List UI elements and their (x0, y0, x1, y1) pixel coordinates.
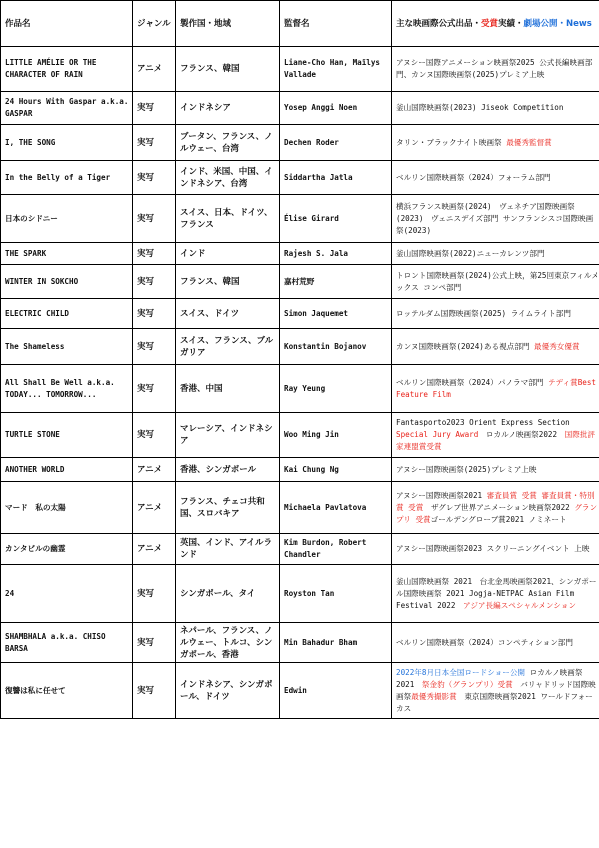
film-genre: アニメ (137, 544, 163, 554)
award-text: アジア長編スペシャルメンション (463, 600, 576, 610)
festival-notes-cell (392, 299, 599, 329)
film-title-cell (1, 534, 133, 565)
festival-notes-cell (392, 329, 599, 365)
film-genre: 実写 (137, 248, 155, 259)
film-country: インド (180, 248, 206, 259)
festival-text: 釜山国際映画祭(2023) Jiseok Competition (396, 103, 564, 112)
film-director: Kai Chung Ng (284, 464, 339, 474)
film-genre-cell (133, 413, 176, 458)
film-director-cell (280, 265, 392, 299)
film-genre: 実写 (137, 103, 155, 113)
film-country: インドネシア、シンガポール、ドイツ (180, 679, 273, 702)
film-title: I, THE SONG (5, 137, 56, 147)
film-director: Yosep Anggi Noen (284, 103, 358, 112)
film-country: インドネシア (180, 103, 231, 113)
header-director: 監督名 (280, 1, 392, 47)
film-genre-cell (133, 534, 176, 565)
film-country: スイス、フランス、ブルガリア (180, 335, 274, 358)
festival-notes (396, 137, 599, 149)
table-row (1, 565, 599, 623)
film-director-cell (280, 161, 392, 195)
festival-text: 横浜フランス映画祭(2024) ヴェネチア国際映画祭(2023) ヴェニスデイズ部門 サンフランシスコ国際映画祭(2023) (396, 201, 594, 235)
film-genre: 実写 (137, 383, 155, 394)
festival-notes-cell (392, 195, 599, 243)
festival-notes (396, 490, 599, 526)
film-country: ブータン、フランス、ノルウェー、台湾 (180, 131, 273, 154)
festival-text: ロカルノ映画祭2021 (396, 667, 583, 689)
festival-notes (396, 667, 599, 715)
film-genre: 実写 (137, 341, 155, 352)
table-row (1, 265, 599, 299)
film-genre: 実写 (137, 637, 155, 648)
table-row (1, 125, 599, 161)
film-genre-cell (133, 329, 176, 365)
film-title: 復讐は私に任せて (5, 685, 66, 695)
table-row (1, 623, 599, 663)
film-title: ELECTRIC CHILD (5, 308, 70, 318)
festival-text: カンヌ国際映画祭(2024)ある視点部門 (396, 341, 535, 351)
festival-notes-cell (392, 413, 599, 458)
film-director-cell (280, 365, 392, 413)
festival-notes-cell (392, 663, 599, 719)
film-title: カンタビルの幽霊 (5, 544, 66, 553)
film-director-cell (280, 534, 392, 565)
festival-text: ロッテルダム国際映画祭(2025) ライムライト部門 (396, 308, 571, 318)
film-title-cell (1, 92, 133, 125)
film-director: Kim Burdon, Robert Chandler (284, 538, 367, 559)
festival-text: バリャドリッド国際映画祭 (396, 679, 596, 701)
festival-text: タリン・ブラックナイト映画祭 (396, 137, 507, 147)
table-header-row (1, 1, 599, 47)
festival-text: ベルリン国際映画祭（2024）フォーラム部門 (396, 172, 551, 182)
header-notes (392, 1, 599, 47)
film-title: The Shameless (5, 341, 65, 351)
film-genre-cell (133, 195, 176, 243)
festival-notes (396, 377, 599, 401)
festival-text: Fantasporto2023 Orient Express Section (396, 418, 570, 427)
award-text: 祭金豹（グランプリ）受賞 (421, 679, 513, 689)
festival-notes (396, 417, 599, 453)
table-row (1, 47, 599, 92)
film-country-cell (176, 365, 280, 413)
festival-notes (396, 637, 599, 649)
film-country-cell (176, 413, 280, 458)
film-genre-cell (133, 243, 176, 265)
film-country-cell (176, 299, 280, 329)
film-genre: 実写 (137, 308, 155, 319)
festival-text: 釜山国際映画祭(2022)ニューカレンツ部門 (396, 248, 545, 258)
film-director: Michaela Pavlatova (284, 502, 367, 512)
festival-notes-cell (392, 458, 599, 482)
film-genre: 実写 (137, 213, 155, 224)
film-title: THE SPARK (5, 248, 47, 258)
film-director-cell (280, 47, 392, 92)
award-text: 最優秀女優賞 (534, 341, 580, 351)
festival-notes-cell (392, 125, 599, 161)
film-director: Woo Ming Jin (284, 430, 339, 439)
table-row (1, 365, 599, 413)
film-title-cell (1, 47, 133, 92)
film-title: ANOTHER WORLD (5, 464, 65, 474)
table-row (1, 92, 599, 125)
film-country-cell (176, 329, 280, 365)
film-genre: 実写 (137, 276, 155, 287)
festival-text: 東京国際映画祭2021 ワールドフォーカス (396, 691, 593, 713)
header-title: 作品名 (1, 1, 133, 47)
table-row (1, 663, 599, 719)
header-notes-segment: 受賞 (481, 18, 499, 29)
film-genre-cell (133, 299, 176, 329)
film-country-cell (176, 565, 280, 623)
film-title-cell (1, 125, 133, 161)
film-country: 香港、シンガポール (180, 464, 257, 475)
festival-notes (396, 201, 599, 237)
film-genre-cell (133, 663, 176, 719)
festival-notes-cell (392, 243, 599, 265)
film-director-cell (280, 623, 392, 663)
film-country: フランス、韓国 (180, 276, 240, 287)
film-country: 英国、インド、アイルランド (180, 538, 272, 560)
award-text: テディ賞Best Feature Film (396, 377, 597, 399)
film-title-cell (1, 265, 133, 299)
film-country: フランス、チェコ共和国、スロバキア (180, 496, 265, 519)
film-director: 嘉村荒野 (284, 276, 315, 286)
film-director-cell (280, 329, 392, 365)
film-title-cell (1, 623, 133, 663)
film-country-cell (176, 265, 280, 299)
film-country-cell (176, 125, 280, 161)
film-genre-cell (133, 458, 176, 482)
film-director: Edwin (284, 685, 307, 695)
film-genre-cell (133, 623, 176, 663)
film-title-cell (1, 195, 133, 243)
award-text: グランプリ 受賞 (396, 502, 598, 524)
festival-text: ベルリン国際映画祭（2024）パノラマ部門 (396, 377, 548, 387)
header-notes-text (396, 18, 599, 30)
film-genre: 実写 (137, 172, 155, 183)
table-row (1, 482, 599, 534)
film-country-cell (176, 92, 280, 125)
festival-notes (396, 308, 599, 320)
film-genre: 実写 (137, 137, 155, 148)
film-country-cell (176, 623, 280, 663)
film-country: マレーシア、インドネシア (180, 424, 273, 446)
festival-text: アヌシー国際映画祭2021 (396, 490, 487, 500)
film-title: SHAMBHALA a.k.a. CHISO BARSA (5, 631, 106, 653)
film-director: Siddartha Jatla (284, 172, 353, 182)
festival-notes-cell (392, 534, 599, 565)
table-row (1, 161, 599, 195)
table-row (1, 329, 599, 365)
film-genre: アニメ (137, 464, 163, 475)
film-director: Ray Yeung (284, 383, 326, 393)
header-genre: ジャンル (133, 1, 176, 47)
film-title: In the Belly of a Tiger (5, 172, 111, 182)
festival-notes-cell (392, 365, 599, 413)
festival-notes (396, 248, 599, 260)
festival-notes (396, 341, 599, 353)
film-director: Simon Jaquemet (284, 308, 349, 318)
film-director-cell (280, 482, 392, 534)
festival-text: 釜山国際映画祭 2021 台北金馬映画祭2021、シンガポール国際映画祭 2021 Jogja-NETPAC Asian Film Festival 2022 (396, 576, 597, 610)
film-title: All Shall Be Well a.k.a. TODAY... TOMORROW... (5, 377, 115, 399)
film-genre: アニメ (137, 64, 163, 74)
header-country: 製作国・地域 (176, 1, 280, 47)
film-title-cell (1, 243, 133, 265)
award-text: 国際批評家連盟賞受賞 (396, 430, 595, 451)
film-title-cell (1, 565, 133, 623)
film-title: マード 私の太陽 (5, 502, 66, 512)
festival-notes-cell (392, 623, 599, 663)
award-text: Special Jury Award (396, 430, 479, 439)
film-genre: 実写 (137, 685, 155, 696)
film-director-cell (280, 663, 392, 719)
film-country-cell (176, 482, 280, 534)
festival-text: ザグレブ世界アニメーション映画祭2022 (423, 502, 575, 512)
film-title-cell (1, 413, 133, 458)
film-director: Liane-Cho Han, Maïlys Vallade (284, 58, 381, 79)
table-row (1, 534, 599, 565)
film-director-cell (280, 458, 392, 482)
award-text: 審査員賞 受賞 審査員賞・特別賞 受賞 (396, 490, 595, 512)
film-title: 24 (5, 588, 15, 598)
film-director-cell (280, 243, 392, 265)
film-country-cell (176, 195, 280, 243)
release-news-text: 2022年8月日本全国ロードショー公開 (396, 667, 526, 677)
film-genre-cell (133, 161, 176, 195)
film-title-cell (1, 365, 133, 413)
film-director: Royston Tan (284, 588, 335, 598)
festival-notes (396, 172, 599, 184)
film-director: Min Bahadur Bham (284, 637, 358, 647)
film-genre-cell (133, 47, 176, 92)
festival-text: トロント国際映画祭(2024)公式上映，第25回東京フィルメックス コンペ部門 (396, 270, 599, 292)
table-row (1, 195, 599, 243)
film-genre: アニメ (137, 502, 163, 513)
festival-notes-cell (392, 265, 599, 299)
festival-notes-cell (392, 92, 599, 125)
table-row (1, 243, 599, 265)
film-director-cell (280, 413, 392, 458)
film-country: シンガポール、タイ (180, 588, 256, 599)
film-country: ネパール、フランス、ノルウェー、トルコ、シンガポール、香港 (180, 625, 273, 660)
festival-notes-cell (392, 161, 599, 195)
film-director: Rajesh S. Jala (284, 248, 349, 258)
header-notes-segment: 劇場公開・News (523, 18, 592, 29)
film-genre-cell (133, 365, 176, 413)
film-title: 24 Hours With Gaspar a.k.a. GASPAR (5, 97, 129, 118)
festival-text: アヌシー国際映画祭(2025)プレミア上映 (396, 464, 537, 474)
film-title: LITTLE AMÉLIE OR THE CHARACTER OF RAIN (5, 58, 97, 79)
film-director-cell (280, 565, 392, 623)
festival-text: アヌシー国際アニメーション映画祭2025 公式長編映画部門、カンヌ国際映画祭(2025)プレミア上映 (396, 58, 593, 79)
table-row (1, 458, 599, 482)
film-director: Konstantin Bojanov (284, 341, 367, 351)
film-title: WINTER IN SOKCHO (5, 276, 79, 286)
festival-notes (396, 464, 599, 476)
award-text: 最優秀監督賞 (506, 137, 552, 147)
film-title-cell (1, 161, 133, 195)
festival-text: ベルリン国際映画祭（2024）コンペティション部門 (396, 637, 573, 647)
header-notes-segment: 主な映画際公式出品・ (396, 18, 482, 29)
festival-text: ロカルノ映画祭2022 (478, 430, 565, 439)
film-genre-cell (133, 125, 176, 161)
film-country: 香港、中国 (180, 383, 223, 394)
film-title: TURTLE STONE (5, 430, 60, 439)
film-director-cell (280, 195, 392, 243)
film-country-cell (176, 534, 280, 565)
film-country: フランス、韓国 (180, 64, 240, 74)
film-director-cell (280, 299, 392, 329)
film-country-cell (176, 161, 280, 195)
film-title-cell (1, 482, 133, 534)
film-director-cell (280, 125, 392, 161)
festival-notes-cell (392, 47, 599, 92)
film-genre: 実写 (137, 588, 155, 599)
film-title-cell (1, 458, 133, 482)
festival-text: アヌシー国際映画祭2023 スクリーニングイベント 上映 (396, 544, 590, 553)
film-genre-cell (133, 265, 176, 299)
film-country: スイス、日本、ドイツ、フランス (180, 207, 273, 230)
table-row (1, 299, 599, 329)
film-genre-cell (133, 482, 176, 534)
film-title-cell (1, 299, 133, 329)
festival-notes (396, 270, 599, 294)
film-title: 日本のシドニー (5, 213, 58, 223)
film-country: スイス、ドイツ (180, 308, 240, 319)
table-row (1, 413, 599, 458)
film-country: インド、米国、中国、インドネシア、台湾 (180, 166, 273, 189)
film-genre: 実写 (137, 430, 155, 440)
festival-notes (396, 57, 599, 81)
film-country-cell (176, 243, 280, 265)
festival-notes (396, 543, 599, 555)
film-country-cell (176, 663, 280, 719)
festival-notes (396, 102, 599, 114)
festival-notes-cell (392, 565, 599, 623)
festival-text: ゴールデングローブ賞2021 ノミネート (430, 514, 567, 524)
film-director: Dechen Roder (284, 137, 339, 147)
film-title-cell (1, 329, 133, 365)
film-genre-cell (133, 565, 176, 623)
film-director: Élise Girard (284, 213, 339, 223)
award-text: 最優秀撮影賞 (411, 691, 457, 701)
film-country-cell (176, 47, 280, 92)
film-title-cell (1, 663, 133, 719)
film-genre-cell (133, 92, 176, 125)
header-notes-segment: 実績・ (498, 18, 524, 29)
film-director-cell (280, 92, 392, 125)
film-country-cell (176, 458, 280, 482)
festival-notes-cell (392, 482, 599, 534)
festival-notes (396, 576, 599, 612)
